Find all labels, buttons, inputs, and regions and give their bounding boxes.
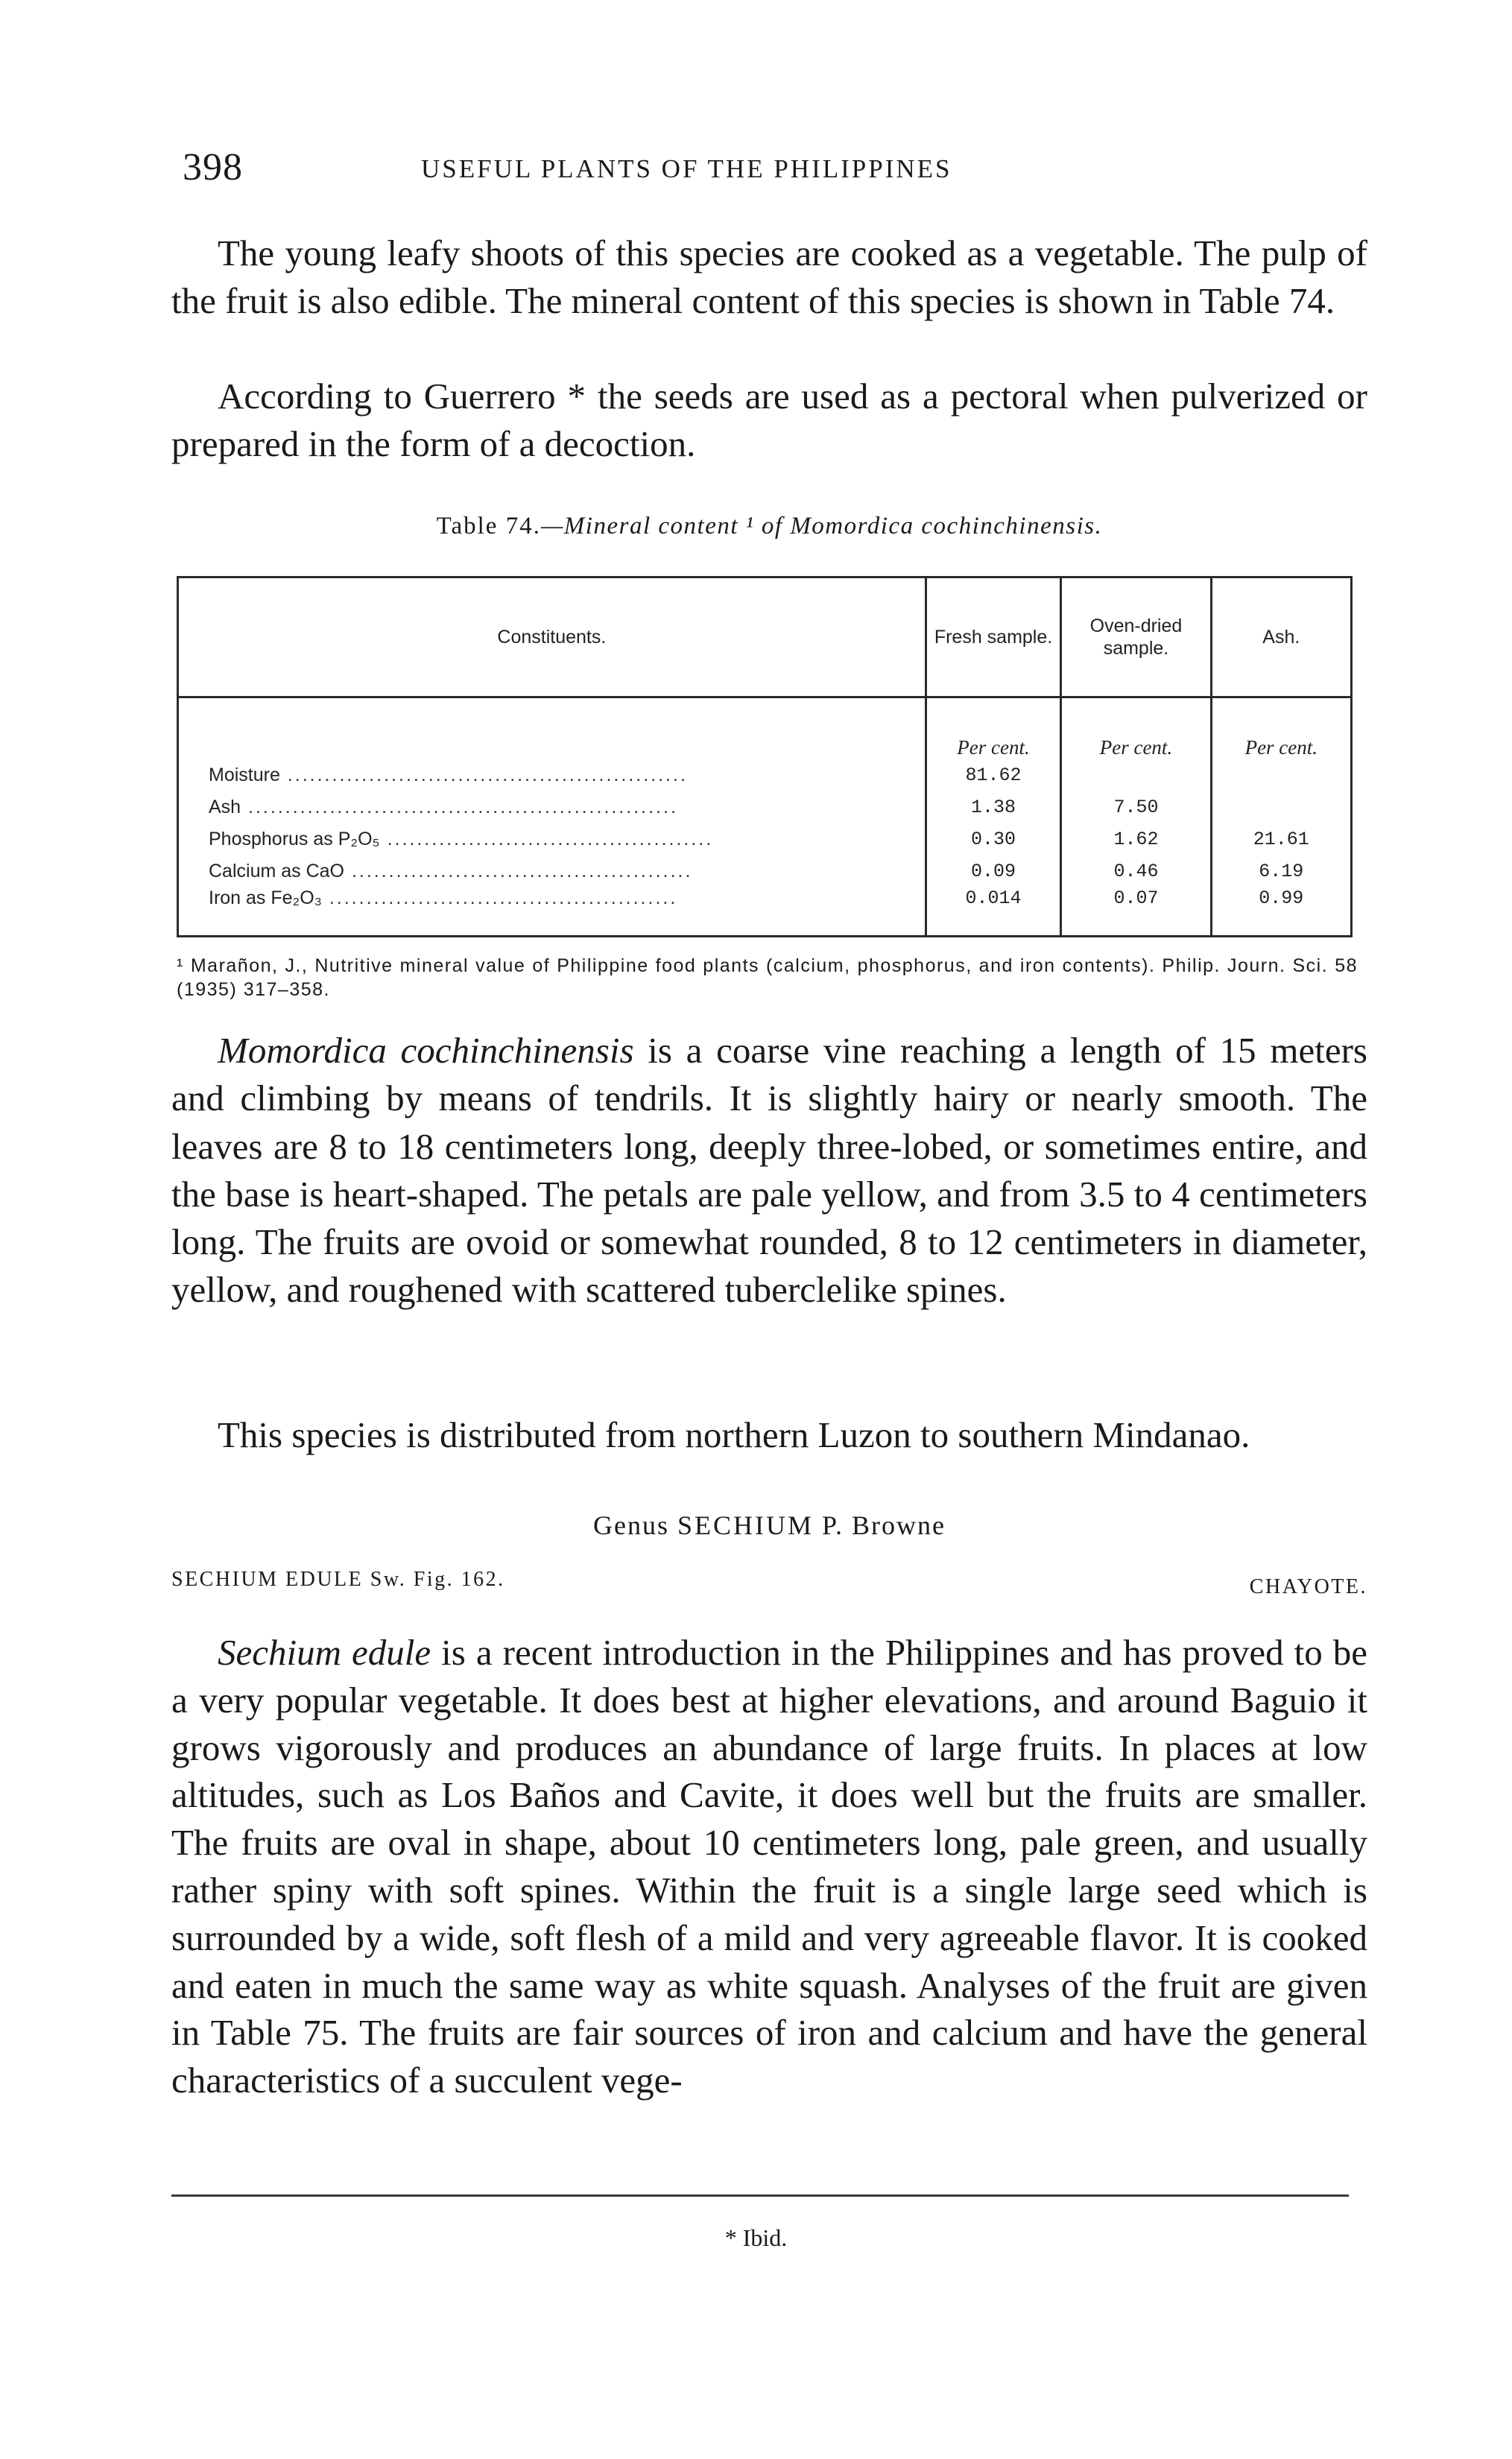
leader-dots: ..............................................	[344, 860, 693, 882]
row-label-text: Iron as Fe₂O₃	[209, 887, 322, 908]
species-italic-name: Momordica cochinchinensis	[218, 1030, 634, 1071]
header-constituents: Constituents.	[178, 577, 926, 697]
table-units-row	[178, 697, 1352, 759]
distribution-paragraph: This species is distributed from northern Luzon to southern Mindanao.	[218, 1414, 1250, 1455]
row-label	[178, 759, 926, 791]
leader-dots: ......................................................	[279, 764, 688, 785]
row-label	[178, 855, 926, 887]
leader-dots: ...............................................	[321, 887, 678, 908]
genus-author: P. Browne	[814, 1510, 946, 1540]
cell-oven: 1.62	[1061, 823, 1211, 855]
cell-ash	[1211, 791, 1351, 823]
cell-fresh: 0.014	[926, 887, 1061, 937]
footnote-divider	[171, 2194, 1349, 2197]
cell-ash	[1211, 759, 1351, 791]
species-line	[171, 1568, 1367, 1605]
table-row-ash	[178, 791, 1352, 823]
row-label-text: Ash	[209, 796, 241, 817]
leader-dots: ..........................................................	[241, 796, 678, 817]
units-blank	[178, 697, 926, 759]
mineral-content-table	[177, 576, 1353, 937]
row-label-text: Calcium as CaO	[209, 860, 344, 882]
momordica-description-text: is a coarse vine reaching a length of 15 meters and climbing by means of tendrils. It is slightly hairy or nearly smooth. The leaves are 8 to 18 centimeters long, deeply three-lobed, or sometimes entire, and the base is heart-shaped. The petals are pale yellow, and from 3.5 to 4 centimeters long. The fruits are ovoid or somewhat rounded, 8 to 12 centimeters in diameter, yellow, and roughened with scattered tuberclelike spines.	[171, 1030, 1367, 1311]
unit-fresh: Per cent.	[926, 697, 1061, 759]
cell-ash: 6.19	[1211, 855, 1351, 887]
page-header	[183, 145, 1360, 197]
page-footnote: * Ibid.	[724, 2224, 788, 2251]
header-fresh-sample: Fresh sample.	[926, 577, 1061, 697]
genus-name: SECHIUM	[677, 1510, 814, 1540]
table-caption-lead: Table 74.	[436, 513, 541, 539]
common-name: CHAYOTE.	[1249, 1575, 1367, 1598]
momordica-description	[171, 1027, 1367, 1314]
cell-oven: 0.07	[1061, 887, 1211, 937]
table-row-iron	[178, 887, 1352, 937]
table-row-calcium	[178, 855, 1352, 887]
genus-prefix: Genus	[592, 1510, 677, 1540]
header-ash: Ash.	[1211, 577, 1351, 697]
cell-fresh: 0.09	[926, 855, 1061, 887]
cell-fresh: 1.38	[926, 791, 1061, 823]
row-label-text: Moisture	[209, 764, 280, 785]
cell-oven: 0.46	[1061, 855, 1211, 887]
sechium-description-text: is a recent introduction in the Philippines and has proved to be a very popular vegetable. It does best at higher elevations, and around Baguio it grows vigorously and produces an abundance of large fruits. In places at low altitudes, such as Los Baños and Cavite, it does well but the fruits are smaller. The fruits are oval in shape, about 10 centimeters long, pale green, and usually rather spiny with soft spines. Within the fruit is a single large seed which is surrounded by a wide, soft flesh of a mild and very agreeable flavor. It is cooked and eaten in much the same way as white squash. Analyses of the fruit are given in Table 75. The fruits are fair sources of iron and calcium and have the general characteristics of a succulent vege-	[171, 1632, 1368, 2101]
intro-paragraph: The young leafy shoots of this species are cooked as a vegetable. The pulp of the fruit is also edible. The mineral content of this species is shown in Table 74.	[171, 232, 1367, 321]
cell-fresh: 81.62	[926, 759, 1061, 791]
unit-oven: Per cent.	[1061, 697, 1211, 759]
leader-dots: ............................................	[379, 828, 714, 849]
table-row-moisture	[178, 759, 1352, 791]
table-caption	[171, 513, 1367, 540]
row-label	[178, 887, 926, 937]
row-label	[178, 823, 926, 855]
table-header-row	[178, 577, 1352, 697]
table-caption-title: —Mineral content ¹ of Momordica cochinchinensis.	[540, 513, 1103, 539]
table-row-phosphorus	[178, 823, 1352, 855]
cell-oven: 7.50	[1061, 791, 1211, 823]
cell-oven	[1061, 759, 1211, 791]
cell-ash: 21.61	[1211, 823, 1351, 855]
header-oven-dried-sample: Oven-dried sample.	[1061, 577, 1211, 697]
cell-fresh: 0.30	[926, 823, 1061, 855]
row-label	[178, 791, 926, 823]
running-head: USEFUL PLANTS OF THE PHILIPPINES	[421, 154, 952, 183]
table-footnote: ¹ Marañon, J., Nutritive mineral value of Philippine food plants (calcium, phosphorus, and iron contents). Philip. Journ. Sci. 58 (1935) 317–358.	[177, 955, 1358, 1000]
species-name: SECHIUM EDULE Sw. Fig. 162.	[171, 1568, 505, 1591]
genus-heading	[171, 1510, 1367, 1541]
sechium-description	[171, 1629, 1367, 2104]
guerrero-paragraph: According to Guerrero * the seeds are used as a pectoral when pulverized or prepared in the form of a decoction.	[171, 376, 1367, 464]
sechium-italic-name: Sechium edule	[218, 1632, 431, 1673]
unit-ash: Per cent.	[1211, 697, 1351, 759]
row-label-text: Phosphorus as P₂O₅	[209, 828, 380, 849]
page-number: 398	[183, 146, 243, 189]
cell-ash: 0.99	[1211, 887, 1351, 937]
